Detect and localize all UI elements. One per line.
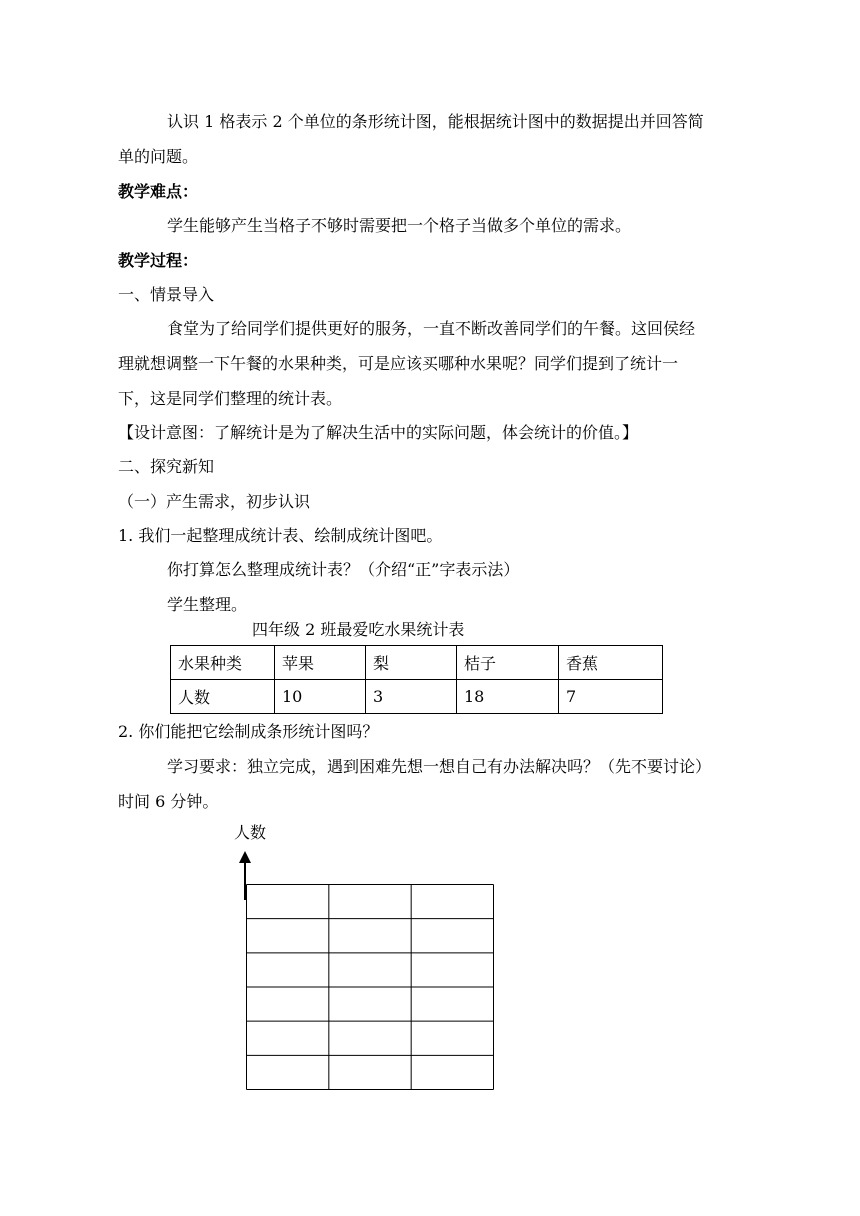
design-intent: 【设计意图：了解统计是为了解决生活中的实际问题，体会统计的价值。】 [118,423,639,442]
process-heading: 教学过程： [118,251,199,270]
count-cell: 10 [275,680,366,714]
row-label-cell: 人数 [171,680,275,714]
intro-line-3: 下，这是同学们整理的统计表。 [118,389,343,408]
section-2-title: 二、探究新知 [118,457,215,476]
requirement-line-2: 时间 6 分钟。 [118,792,219,811]
step-1: 1. 我们一起整理成统计表、绘制成统计图吧。 [118,526,443,545]
fruit-cell: 香蕉 [559,646,663,680]
subsection-1-title: （一）产生需求，初步认识 [118,492,311,511]
table-row [171,646,663,680]
header-label-cell: 水果种类 [171,646,275,680]
y-axis-label: 人数 [234,823,267,842]
count-cell: 18 [457,680,559,714]
fruit-cell: 苹果 [275,646,366,680]
step-1-question: 你打算怎么整理成统计表？（介绍“正”字表示法） [167,560,520,579]
fruit-statistics-table [170,645,663,714]
intro-line-2: 理就想调整一下午餐的水果种类，可是应该买哪种水果呢？同学们提到了统计一 [118,354,679,373]
table-row [171,680,663,714]
section-1-title: 一、情景导入 [118,285,215,304]
fruit-cell: 桔子 [457,646,559,680]
objective-line-2: 单的问题。 [118,147,199,166]
objective-line-1: 认识 1 格表示 2 个单位的条形统计图，能根据统计图中的数据提出并回答简 [167,112,704,131]
difficulty-heading: 教学难点： [118,182,199,201]
empty-chart-grid [246,884,494,1090]
table-title: 四年级 2 班最爱吃水果统计表 [252,620,465,639]
count-cell: 3 [366,680,457,714]
requirement-line-1: 学习要求：独立完成，遇到困难先想一想自己有办法解决吗？（先不要讨论） [167,757,712,776]
step-1-student: 学生整理。 [167,595,248,614]
intro-line-1: 食堂为了给同学们提供更好的服务，一直不断改善同学们的午餐。这回侯经 [167,319,696,338]
step-2: 2. 你们能把它绘制成条形统计图吗？ [118,722,379,741]
fruit-cell: 梨 [366,646,457,680]
difficulty-text: 学生能够产生当格子不够时需要把一个格子当做多个单位的需求。 [167,216,632,235]
count-cell: 7 [559,680,663,714]
grid-lines [247,885,494,1090]
